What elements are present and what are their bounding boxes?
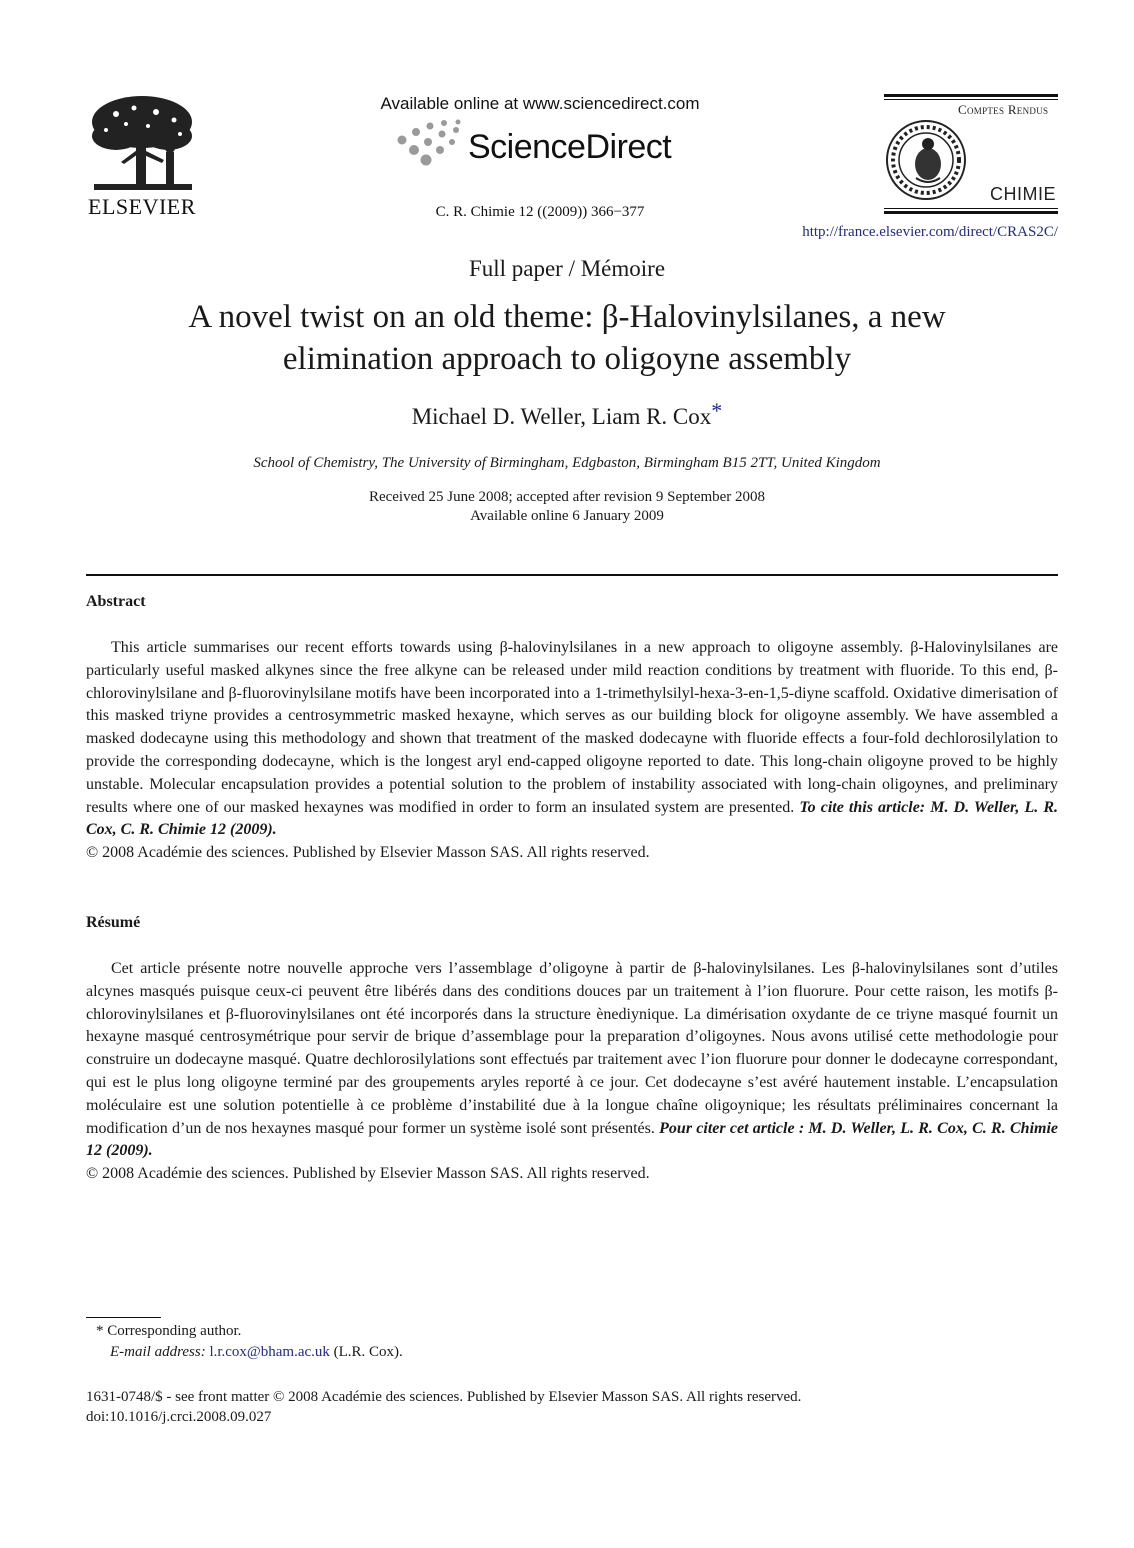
author-list (0, 398, 1134, 430)
cr-comptes-rendus: Comptes Rendus (958, 102, 1049, 117)
abstract-copyright: © 2008 Académie des sciences. Published by Elsevier Masson SAS. All rights reserved. (86, 844, 650, 862)
article-title-line-2: elimination approach to oligoyne assembly (282, 341, 852, 377)
elsevier-logo (84, 92, 200, 220)
cr-bottom-rule-thin (884, 208, 1058, 209)
journal-reference: C. R. Chimie 12 ((2009)) 366−377 (435, 204, 645, 220)
sciencedirect-wordmark: ScienceDirect (468, 128, 672, 166)
resume-paragraph (86, 958, 1058, 1163)
cr-bottom-rule (884, 211, 1058, 214)
abstract-heading: Abstract (86, 593, 146, 610)
resume-heading: Résumé (86, 914, 141, 931)
resume-text: Cet article présente notre nouvelle approche vers l’assemblage d’oligoyne à partir de β-halovinylsilanes. Les β-halovinylsilanes sont d’utiles alcynes masqués puisque ceux-ci peuvent être libérés dans des conditions douces par un traitement à l’ion fluorure. Pour cette raison, les motifs β-chlorovinylsilanes et β-fluorovinylsilanes ont été incorporés dans la structure ènediynique. La dimérisation oxydante de ce triyne masqué fournit un hexayne masqué centrosymétrique pour servir de brique d’assemblage pour la preparation d’oligoynes. Nous avons utilisé cette methodologie pour construire un dodecayne masqué. Quatre dechlorosilylations sont effectués par traitement avec l’ion fluorure pour donner le dodecayne correspondant, qui est le plus long oligoyne terminé par des groupements aryles reporté à ce jour. Cet dodecayne s’est avéré hautement instable. L’encapsulation moléculaire est une solution potentielle à ce problème d’instabilité due à la longue chaîne oligoynique; les résultats préliminaires concernant la modification d’un de nos hexaynes masqué pour former un système isolé sont présentés. (86, 960, 1058, 1137)
affiliation: School of Chemistry, The University of Birmingham, Edgbaston, Birmingham B15 2TT, United Kingdom (253, 455, 881, 471)
abstract-paragraph (86, 637, 1058, 842)
corresponding-author-mark[interactable]: * (711, 398, 723, 423)
journal-url-link[interactable]: http://france.elsevier.com/direct/CRAS2C/ (802, 224, 1058, 240)
authors: Michael D. Weller, Liam R. Cox (411, 404, 712, 429)
email-note (110, 1344, 403, 1361)
cr-top-rule (884, 94, 1058, 97)
available-online-text: Available online at www.sciencedirect.com (380, 94, 700, 113)
email-owner: (L.R. Cox). (333, 1344, 403, 1360)
doi-line: doi:10.1016/j.crci.2008.09.027 (86, 1409, 272, 1425)
section-divider (86, 574, 1058, 576)
article-dates (0, 488, 1134, 526)
online-date: Available online 6 January 2009 (470, 508, 664, 524)
sciencedirect-dots-icon (392, 118, 468, 168)
article-title (100, 296, 1034, 380)
email-link[interactable]: l.r.cox@bham.ac.uk (209, 1344, 330, 1360)
received-date: Received 25 June 2008; accepted after revision 9 September 2008 (368, 489, 766, 505)
abstract-body (86, 637, 1058, 865)
article-title-line-1: A novel twist on an old theme: β-Halovinylsilanes, a new (188, 299, 946, 335)
elsevier-tree-icon (86, 92, 198, 196)
publisher-name: ELSEVIER (88, 194, 196, 219)
cr-chimie: CHIMIE (990, 184, 1056, 204)
comptes-rendus-logo (884, 94, 1058, 220)
cr-top-rule-thin (884, 99, 1058, 100)
email-label: E-mail address: (110, 1344, 206, 1360)
resume-citation: Pour citer cet article : M. D. Weller, L. R. Cox, C. R. Chimie 12 (2009). (86, 1119, 1059, 1160)
issn-line: 1631-0748/$ - see front matter © 2008 Académie des sciences. Published by Elsevier Masson SAS. All rights reserved. (86, 1389, 802, 1405)
footnote-divider (86, 1317, 161, 1318)
abstract-citation: To cite this article: M. D. Weller, L. R. Cox, C. R. Chimie 12 (2009). (86, 798, 1059, 839)
resume-copyright: © 2008 Académie des sciences. Published by Elsevier Masson SAS. All rights reserved. (86, 1165, 650, 1183)
sciencedirect-logo (392, 118, 692, 174)
academie-seal-icon (884, 112, 968, 206)
corresponding-author-note: * Corresponding author. (96, 1323, 242, 1339)
paper-type: Full paper / Mémoire (468, 256, 666, 281)
resume-body (86, 958, 1058, 1186)
abstract-text: This article summarises our recent efforts towards using β-halovinylsilanes in a new approach to oligoyne assembly. β-Halovinylsilanes are particularly useful masked alkynes since the free alkyne can be released under mild reaction conditions by treatment with fluoride. To this end, β-chlorovinylsilane and β-fluorovinylsilane motifs have been incorporated into a 1-trimethylsilyl-hexa-3-en-1,5-diyne scaffold. Oxidative dimerisation of this masked triyne provides a centrosymmetric masked hexayne, which serves as our building block for oligoyne assembly. We have assembled a masked dodecayne using this methodology and shown that treatment of the masked dodecayne with fluoride effects a four-fold dechlorosilylation to provide the corresponding dodecayne, which is the longest aryl end-capped oligoyne reported to date. This long-chain oligoyne proved to be highly unstable. Molecular encapsulation provides a potential solution to the problem of instability associated with long-chain oligoynes, and preliminary results where one of our masked hexaynes was modified in order to form an insulated system are presented. (86, 639, 1058, 816)
